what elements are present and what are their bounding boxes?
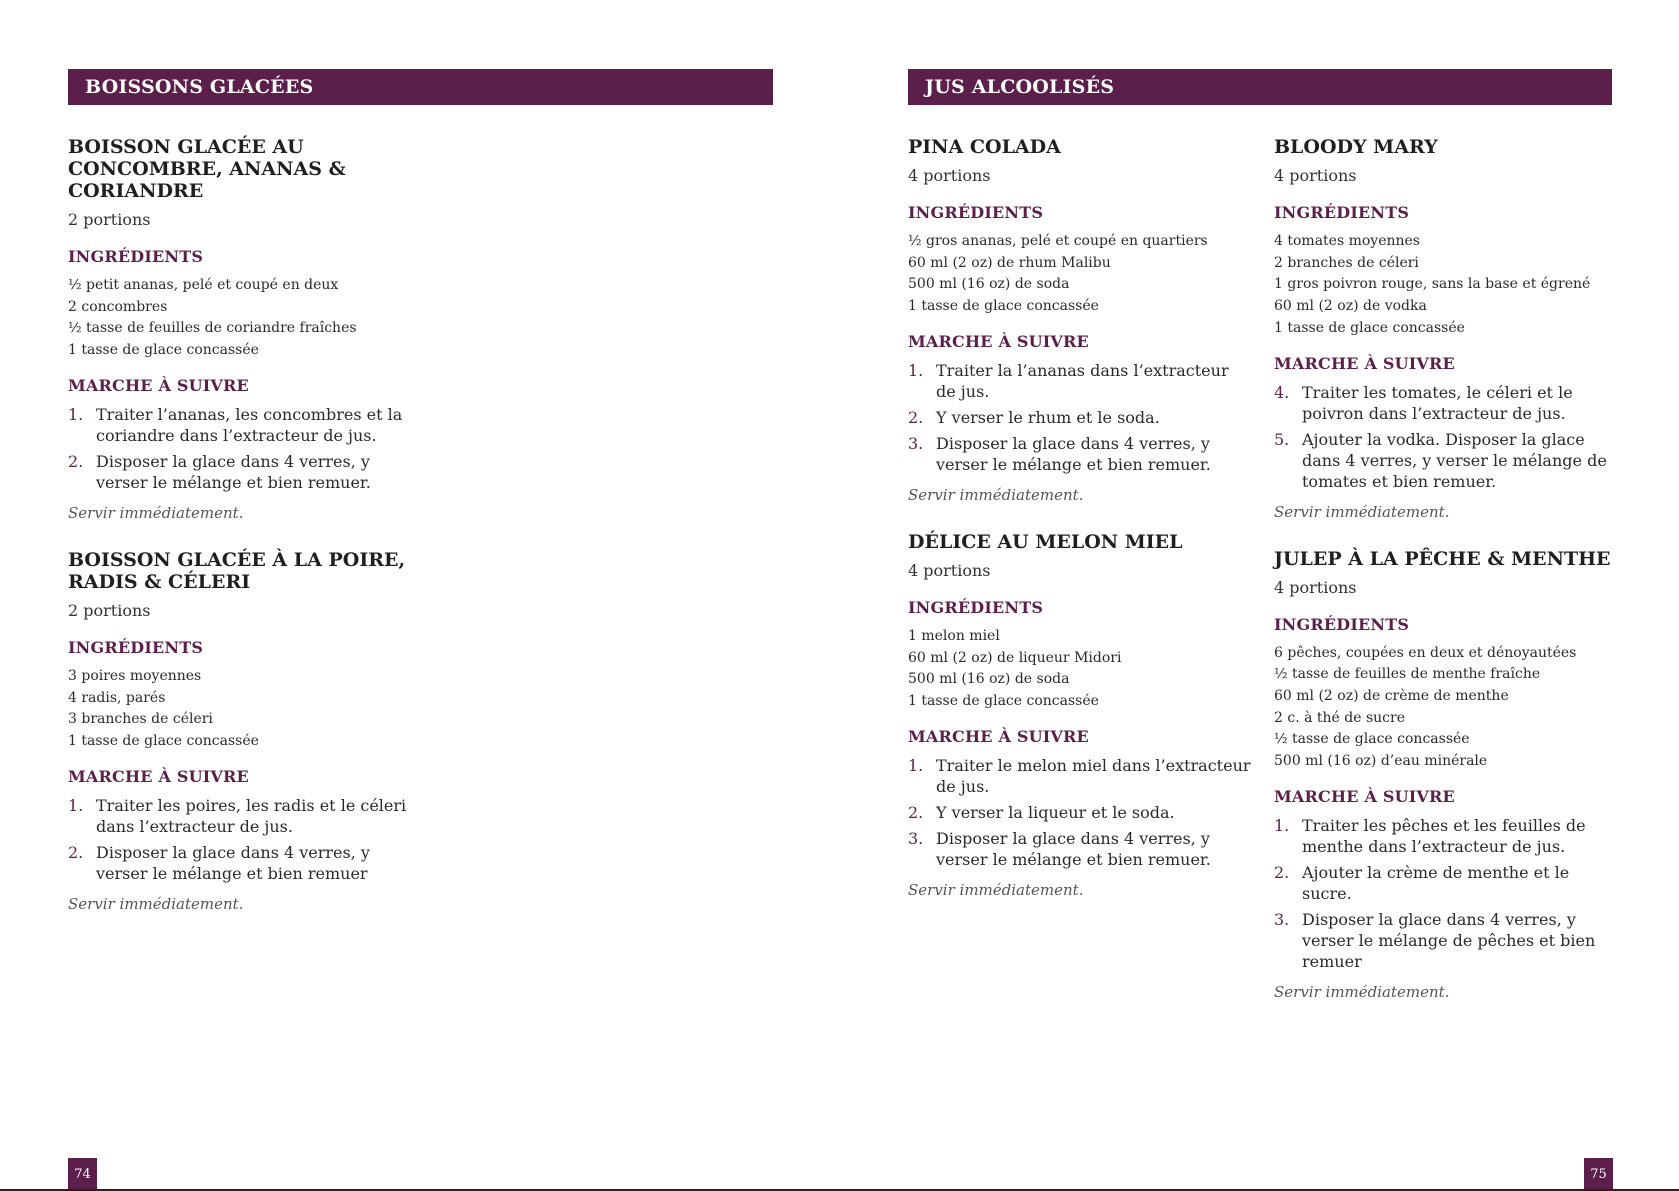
- recipe-portions: 4 portions: [1274, 577, 1357, 597]
- steps-list: [1274, 815, 1619, 972]
- ingredient-item: 3 poires moyennes: [68, 667, 202, 684]
- ingredients-list: [908, 626, 1253, 713]
- step-number: 1.: [68, 404, 84, 424]
- ingredient-item: 1 tasse de glace concassée: [68, 732, 259, 749]
- step-number: 2.: [908, 407, 924, 427]
- step-number: 2.: [68, 842, 84, 862]
- ingredient-item: 500 ml (16 oz) de soda: [908, 671, 1070, 688]
- serve-note: Servir immédiatement.: [908, 880, 1084, 899]
- step-item: [68, 404, 413, 446]
- recipe-portions: 4 portions: [908, 560, 991, 580]
- step-text: Disposer la glace dans 4 verres, y verser le mélange de pêches et bien remuer: [1302, 909, 1596, 971]
- ingredients-heading: INGRÉDIENTS: [68, 637, 204, 657]
- ingredients-heading: INGRÉDIENTS: [908, 203, 1044, 222]
- recipe-title: JULEP À LA PÊCHE & MENTHE: [1274, 547, 1611, 570]
- step-item: [908, 802, 1253, 823]
- ingredient-item: 60 ml (2 oz) de rhum Malibu: [908, 254, 1111, 271]
- step-number: 5.: [1274, 429, 1290, 449]
- recipe-title: PINA COLADA: [908, 136, 1061, 158]
- ingredients-list: [908, 231, 1253, 318]
- serve-note: Servir immédiatement.: [1274, 982, 1450, 1001]
- step-number: 1.: [68, 795, 84, 815]
- serve-note: Servir immédiatement.: [1274, 502, 1450, 521]
- steps-heading: MARCHE À SUIVRE: [908, 726, 1089, 746]
- ingredient-item: 60 ml (2 oz) de liqueur Midori: [908, 649, 1122, 666]
- ingredient-item: 3 branches de céleri: [68, 711, 213, 728]
- steps-list: [908, 755, 1253, 870]
- ingredient-item: 1 tasse de glace concassée: [1274, 319, 1465, 336]
- ingredient-item: 2 c. à thé de sucre: [1274, 709, 1405, 726]
- ingredient-item: ½ gros ananas, pelé et coupé en quartiers: [908, 233, 1208, 249]
- step-number: 1.: [908, 755, 924, 775]
- steps-heading: MARCHE À SUIVRE: [908, 331, 1089, 351]
- ingredient-item: 60 ml (2 oz) de crème de menthe: [1274, 687, 1509, 704]
- ingredient-item: 4 tomates moyennes: [1274, 233, 1420, 249]
- recipe-portions: 4 portions: [1274, 166, 1357, 185]
- section-header-boissons-glacees: BOISSONS GLACÉES: [68, 69, 773, 105]
- step-text: Disposer la glace dans 4 verres, y verser le mélange et bien remuer.: [936, 828, 1211, 869]
- step-item: [908, 360, 1253, 402]
- recipe-title: BOISSON GLACÉE AU CONCOMBRE, ANANAS & CORIANDRE: [68, 136, 346, 202]
- step-text: Disposer la glace dans 4 verres, y verser le mélange et bien remuer: [96, 842, 370, 883]
- ingredient-item: ½ petit ananas, pelé et coupé en deux: [68, 277, 339, 293]
- step-text: Traiter les pêches et les feuilles de menthe dans l’extracteur de jus.: [1302, 815, 1586, 856]
- step-item: [908, 407, 1253, 428]
- ingredients-heading: INGRÉDIENTS: [908, 597, 1044, 617]
- ingredients-heading: INGRÉDIENTS: [1274, 614, 1410, 634]
- ingredient-item: ½ tasse de feuilles de coriandre fraîches: [68, 320, 357, 337]
- ingredient-item: 6 pêches, coupées en deux et dénoyautées: [1274, 644, 1577, 661]
- recipe-title: DÉLICE AU MELON MIEL: [908, 530, 1183, 553]
- right-page: [840, 0, 1679, 1191]
- step-text: Disposer la glace dans 4 verres, y verser le mélange et bien remuer.: [936, 433, 1211, 474]
- ingredient-item: 1 tasse de glace concassée: [908, 692, 1099, 709]
- step-text: Traiter le melon miel dans l’extracteur de jus.: [936, 755, 1251, 796]
- ingredients-list: [1274, 643, 1619, 773]
- ingredients-list: [1274, 231, 1619, 340]
- step-item: [1274, 429, 1619, 492]
- recipe: [908, 531, 1253, 900]
- step-text: Traiter les poires, les radis et le céleri dans l’extracteur de jus.: [96, 795, 407, 836]
- steps-list: [68, 404, 413, 493]
- step-number: 3.: [908, 828, 924, 848]
- ingredients-list: [68, 275, 413, 362]
- step-item: [1274, 909, 1619, 972]
- step-item: [1274, 382, 1619, 424]
- step-number: 2.: [1274, 862, 1290, 882]
- serve-note: Servir immédiatement.: [68, 503, 244, 522]
- step-item: [1274, 862, 1619, 904]
- recipe-portions: 4 portions: [908, 166, 991, 185]
- step-text: Y verser le rhum et le soda.: [936, 407, 1160, 427]
- step-number: 4.: [1274, 382, 1290, 402]
- recipe: [908, 136, 1253, 505]
- ingredients-list: [68, 666, 413, 753]
- ingredient-item: 60 ml (2 oz) de vodka: [1274, 298, 1427, 315]
- step-item: [908, 828, 1253, 870]
- right-column-2: [1274, 136, 1619, 1028]
- ingredient-item: 500 ml (16 oz) d’eau minérale: [1274, 753, 1488, 770]
- page-number: 75: [1584, 1158, 1613, 1191]
- step-number: 1.: [1274, 815, 1290, 835]
- serve-note: Servir immédiatement.: [68, 894, 244, 913]
- ingredient-item: ½ tasse de glace concassée: [1274, 731, 1470, 748]
- section-header-jus-alcoolises: JUS ALCOOLISÉS: [908, 69, 1612, 105]
- step-number: 2.: [68, 451, 84, 471]
- step-item: [68, 842, 413, 884]
- serve-note: Servir immédiatement.: [908, 485, 1084, 504]
- step-item: [908, 433, 1253, 475]
- steps-heading: MARCHE À SUIVRE: [68, 766, 249, 786]
- recipe: [1274, 548, 1619, 1002]
- step-text: Traiter l’ananas, les concombres et la coriandre dans l’extracteur de jus.: [96, 404, 403, 445]
- steps-heading: MARCHE À SUIVRE: [68, 375, 249, 395]
- recipe-title: BLOODY MARY: [1274, 136, 1438, 158]
- ingredient-item: 500 ml (16 oz) de soda: [908, 276, 1070, 293]
- step-item: [1274, 815, 1619, 857]
- recipe: [1274, 136, 1619, 522]
- left-column: [68, 136, 413, 940]
- step-text: Y verser la liqueur et le soda.: [936, 802, 1175, 822]
- step-number: 3.: [1274, 909, 1290, 929]
- step-text: Disposer la glace dans 4 verres, y verser le mélange et bien remuer.: [96, 451, 371, 492]
- step-text: Ajouter la vodka. Disposer la glace dans 4 verres, y verser le mélange de tomates et bien remuer.: [1302, 429, 1607, 491]
- steps-list: [908, 360, 1253, 475]
- ingredient-item: 2 branches de céleri: [1274, 254, 1419, 271]
- steps-heading: MARCHE À SUIVRE: [1274, 353, 1455, 373]
- ingredient-item: 1 gros poivron rouge, sans la base et égrené: [1274, 276, 1591, 293]
- step-text: Traiter les tomates, le céleri et le poivron dans l’extracteur de jus.: [1302, 382, 1573, 423]
- ingredient-item: 1 tasse de glace concassée: [68, 342, 259, 359]
- step-number: 1.: [908, 360, 924, 380]
- page-number: 74: [68, 1158, 97, 1191]
- ingredient-item: 1 tasse de glace concassée: [908, 298, 1099, 315]
- ingredient-item: 4 radis, parés: [68, 689, 166, 706]
- steps-heading: MARCHE À SUIVRE: [1274, 786, 1455, 806]
- ingredient-item: 2 concombres: [68, 298, 168, 315]
- step-number: 2.: [908, 802, 924, 822]
- step-item: [68, 451, 413, 493]
- right-column-1: [908, 136, 1253, 926]
- recipe: [68, 549, 413, 914]
- recipe-title: BOISSON GLACÉE À LA POIRE, RADIS & CÉLERI: [68, 548, 406, 593]
- recipe: [68, 136, 413, 523]
- step-item: [908, 755, 1253, 797]
- step-number: 3.: [908, 433, 924, 453]
- recipe-portions: 2 portions: [68, 210, 151, 229]
- step-text: Ajouter la crème de menthe et le sucre.: [1302, 862, 1570, 903]
- steps-list: [1274, 382, 1619, 492]
- ingredients-heading: INGRÉDIENTS: [68, 247, 204, 266]
- ingredients-heading: INGRÉDIENTS: [1274, 203, 1410, 222]
- ingredient-item: 1 melon miel: [908, 627, 1000, 644]
- steps-list: [68, 795, 413, 884]
- ingredient-item: ½ tasse de feuilles de menthe fraîche: [1274, 666, 1541, 683]
- step-item: [68, 795, 413, 837]
- step-text: Traiter la l’ananas dans l’extracteur de jus.: [936, 360, 1229, 401]
- recipe-portions: 2 portions: [68, 600, 151, 620]
